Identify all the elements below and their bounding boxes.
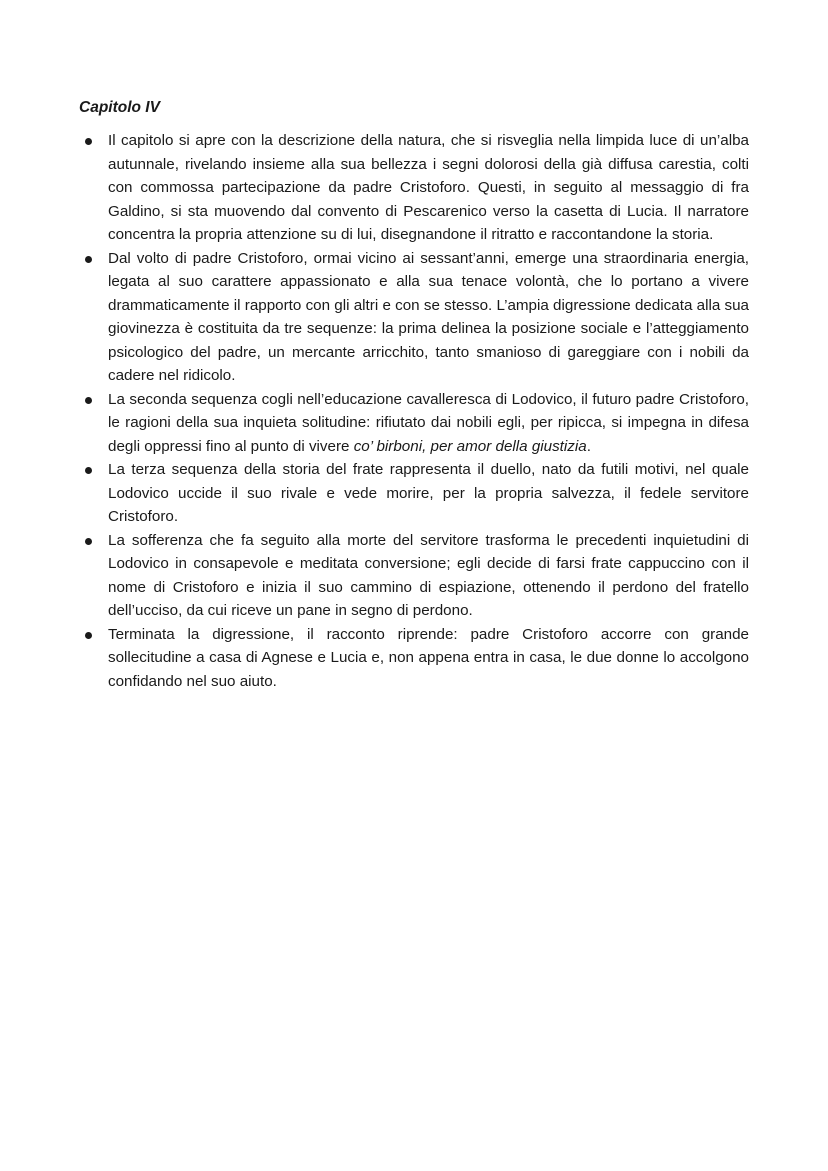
bullet-icon — [85, 632, 92, 639]
list-item-text: La sofferenza che fa seguito alla morte del servitore trasforma le precedenti inquietudini di Lodovico in consapevole e meditata conversione; egli decide di farsi frate cappuccino con il nome di Cristoforo e inizia il suo cammino di espiazione, ottenendo il perdono del fratello dell’ucciso, da cui riceve un pane in segno di perdono. — [108, 531, 749, 619]
list-item — [79, 388, 749, 459]
bullet-icon — [85, 538, 92, 545]
bullet-icon — [85, 397, 92, 404]
list-item-text: Il capitolo si apre con la descrizione della natura, che si risveglia nella limpida luce di un’alba autunnale, rivelando insieme alla sua bellezza i segni dolorosi della già diffusa carestia, colti con commossa partecipazione da padre Cristoforo. Questi, in seguito al messaggio di fra Galdino, si sta muovendo dal convento di Pescarenico verso la casetta di Lucia. Il narratore concentra la propria attenzione su di lui, disegnandone il ritratto e raccontandone la storia. — [108, 132, 749, 243]
list-item-text: Dal volto di padre Cristoforo, ormai vicino ai sessant’anni, emerge una straordinaria energia, legata al suo carattere appassionato e alla sua tenace volontà, che lo portano a vivere drammaticamente il rapporto con gli altri e con se stesso. L’ampia digressione dedicata alla sua giovinezza è costituita da tre sequenze: la prima delinea la posizione sociale e l’atteggiamento psicologico del padre, un mercante arricchito, tanto smanioso di gareggiare con i nobili da cadere nel ridicolo. — [108, 249, 749, 384]
list-item — [79, 247, 749, 388]
document-page — [79, 97, 749, 693]
list-item-text: Terminata la digressione, il racconto riprende: padre Cristoforo accorre con grande sollecitudine a casa di Agnese e Lucia e, non appena entra in casa, le due donne lo accolgono confidando nel suo aiuto. — [108, 625, 749, 690]
list-item — [79, 458, 749, 529]
summary-list — [79, 129, 749, 693]
list-item — [79, 129, 749, 247]
bullet-icon — [85, 256, 92, 263]
list-item-text: La seconda sequenza cogli nell’educazione cavalleresca di Lodovico, il futuro padre Cristoforo, le ragioni della sua inquieta solitudine: rifiutato dai nobili egli, per ripicca, si impegna in difesa degli oppressi fino al punto di vivere — [108, 390, 749, 455]
bullet-icon — [85, 138, 92, 145]
list-item-text-tail: . — [586, 437, 591, 455]
list-item — [79, 529, 749, 623]
italic-quote: co’ birboni, per amor della giustizia — [353, 437, 587, 455]
list-item-text: La terza sequenza della storia del frate rappresenta il duello, nato da futili motivi, nel quale Lodovico uccide il suo rivale e vede morire, per la propria salvezza, il fedele servitore Cristoforo. — [108, 461, 749, 525]
list-item — [79, 623, 749, 694]
chapter-title: Capitolo IV — [79, 99, 160, 116]
bullet-icon — [85, 467, 92, 474]
